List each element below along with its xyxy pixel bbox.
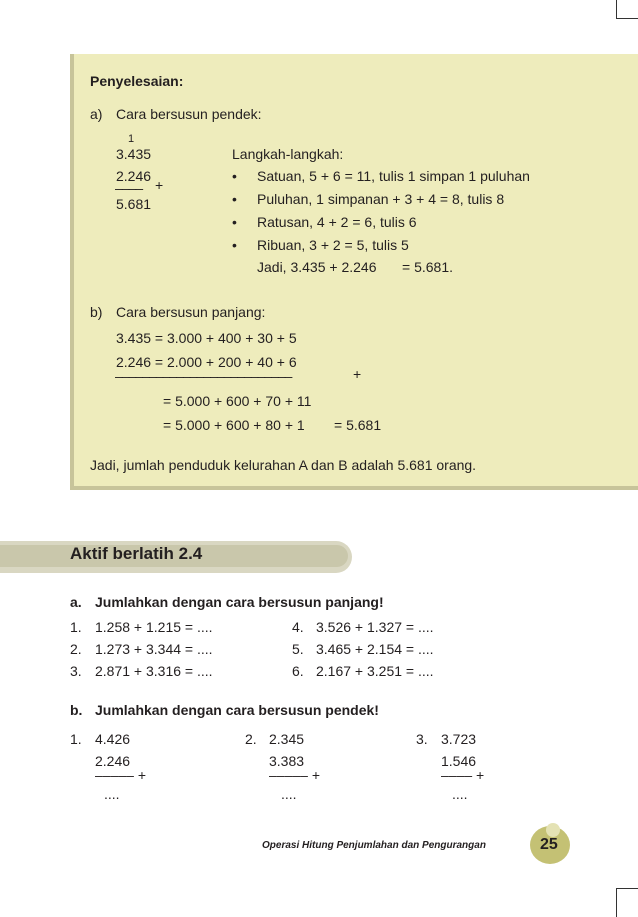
part-b-label: b) (90, 304, 103, 320)
conclusion-left: Jadi, 3.435 + 2.246 (257, 259, 377, 275)
crop-mark (616, 888, 638, 889)
step-4: Ribuan, 3 + 2 = 5, tulis 5 (257, 237, 409, 253)
long-sum2: = 5.000 + 600 + 80 + 1 (163, 417, 305, 433)
stack-rule: ––––– + (269, 767, 320, 783)
long-line2: 2.246 = 2.000 + 200 + 40 + 6 (116, 354, 297, 370)
long-rule: –––––––––––––––––––––––––– (115, 368, 292, 384)
long-op: + (353, 366, 362, 382)
long-sum2-result: = 5.681 (334, 417, 382, 433)
short-rule: –––– (115, 180, 143, 196)
item-number: 3. (416, 731, 428, 747)
steps-title: Langkah-langkah: (232, 146, 344, 162)
item-number: 2. (245, 731, 257, 747)
crop-mark (616, 0, 617, 18)
part-a-ex-label: a. (70, 594, 82, 610)
page-number: 25 (540, 836, 558, 853)
item-text: 3.465 + 2.154 = .... (316, 641, 434, 657)
step-2: Puluhan, 1 simpanan + 3 + 4 = 8, tulis 8 (257, 191, 505, 207)
item-text: 2.167 + 3.251 = .... (316, 663, 434, 679)
stack-bottom: 3.383 (269, 753, 305, 769)
part-b-title: Cara bersusun panjang: (116, 304, 266, 320)
crop-mark (616, 18, 638, 19)
stack-bottom: 2.246 (95, 753, 131, 769)
item-number: 3. (70, 663, 82, 679)
step-3: Ratusan, 4 + 2 = 6, tulis 6 (257, 214, 417, 230)
item-number: 1. (70, 619, 82, 635)
short-num2: 2.246 (116, 168, 152, 184)
long-sum1: = 5.000 + 600 + 70 + 11 (163, 393, 312, 409)
stack-answer: .... (104, 786, 120, 802)
item-number: 1. (70, 731, 82, 747)
item-text: 2.871 + 3.316 = .... (95, 663, 213, 679)
bullet: • (232, 237, 237, 253)
final-answer: Jadi, jumlah penduduk kelurahan A dan B adalah 5.681 orang. (90, 457, 477, 473)
part-a-title: Cara bersusun pendek: (116, 106, 262, 122)
item-number: 5. (292, 641, 304, 657)
conclusion-right: = 5.681. (402, 259, 453, 275)
item-number: 6. (292, 663, 304, 679)
stack-rule: ––––– + (95, 767, 146, 783)
short-result: 5.681 (116, 196, 152, 212)
stack-bottom: 1.546 (441, 753, 477, 769)
part-a-label: a) (90, 106, 103, 122)
part-a-ex-title: Jumlahkan dengan cara bersusun panjang! (95, 594, 384, 610)
bullet: • (232, 191, 237, 207)
solution-heading: Penyelesaian: (90, 73, 184, 89)
step-1: Satuan, 5 + 6 = 11, tulis 1 simpan 1 puluhan (257, 168, 530, 184)
crop-mark (616, 888, 617, 917)
stack-top: 3.723 (441, 731, 477, 747)
footer-text: Operasi Hitung Penjumlahan dan Pengurangan (262, 840, 486, 851)
stack-answer: .... (281, 786, 297, 802)
exercise-title: Aktif berlatih 2.4 (70, 544, 203, 563)
carry-digit: 1 (128, 133, 135, 145)
item-number: 4. (292, 619, 304, 635)
item-text: 1.258 + 1.215 = .... (95, 619, 213, 635)
bullet: • (232, 168, 237, 184)
stack-top: 4.426 (95, 731, 131, 747)
long-line1: 3.435 = 3.000 + 400 + 30 + 5 (116, 330, 297, 346)
item-text: 3.526 + 1.327 = .... (316, 619, 434, 635)
page-badge-dot (546, 823, 560, 837)
stack-rule: –––– + (441, 767, 485, 783)
bullet: • (232, 214, 237, 230)
short-num1: 3.435 (116, 146, 152, 162)
item-text: 1.273 + 3.344 = .... (95, 641, 213, 657)
part-b-ex-title: Jumlahkan dengan cara bersusun pendek! (95, 702, 379, 718)
stack-answer: .... (452, 786, 468, 802)
part-b-ex-label: b. (70, 702, 83, 718)
short-op: + (155, 177, 164, 193)
stack-top: 2.345 (269, 731, 305, 747)
item-number: 2. (70, 641, 82, 657)
